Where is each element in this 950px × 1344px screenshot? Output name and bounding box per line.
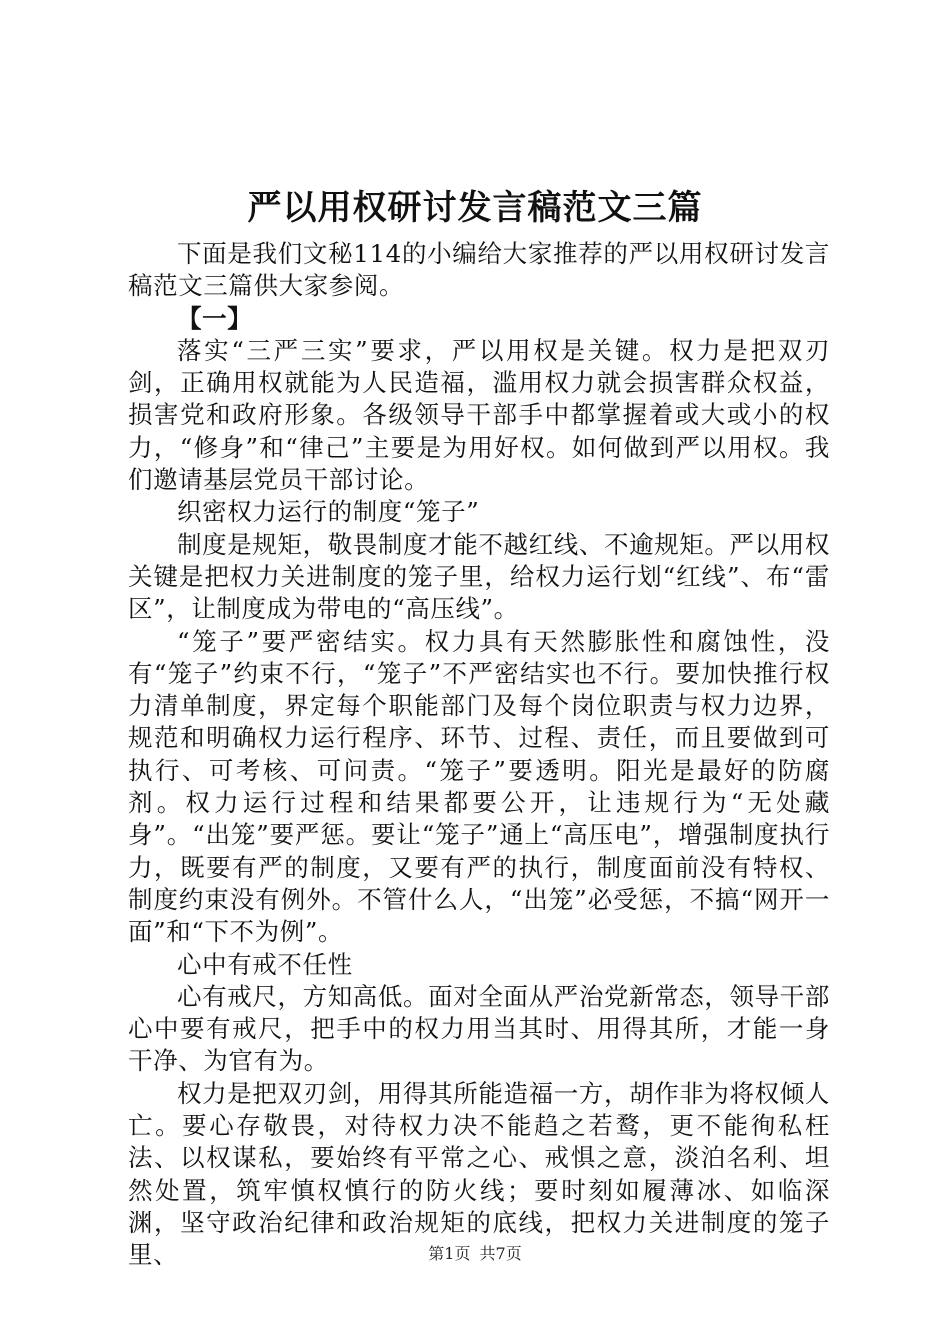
page-number: 第1页 bbox=[428, 1244, 471, 1263]
intro-paragraph: 下面是我们文秘114的小编给大家推荐的严以用权研讨发言稿范文三篇供大家参阅。 bbox=[128, 239, 830, 301]
document-title: 严以用权研讨发言稿范文三篇 bbox=[247, 188, 703, 228]
subheading: 心中有戒不任性 bbox=[177, 949, 353, 979]
document-body bbox=[128, 238, 830, 1272]
body-paragraph: 心有戒尺，方知高低。面对全面从严治党新常态，领导干部心中要有戒尺，把手中的权力用当其时、用得其所，才能一身干净、为官有为。 bbox=[128, 981, 830, 1076]
body-paragraph: “笼子”要严密结实。权力具有天然膨胀性和腐蚀性，没有“笼子”约束不行，“笼子”不严密结实也不行。要加快推行权力清单制度，界定每个职能部门及每个岗位职责与权力边界，规范和明确权力运行程序、环节、过程、责任，而且要做到可执行、可考核、可问责。“笼子”要透明。阳光是最好的防腐剂。权力运行过程和结果都要公开，让违规行为“无处藏身”。“出笼”要严惩。要让“笼子”通上“高压电”，增强制度执行力，既要有严的制度，又要有严的执行，制度面前没有特权、制度约束没有例外。不管什么人，“出笼”必受惩，不搞“网开一面”和“下不为例”。 bbox=[128, 626, 830, 947]
body-paragraph: 权力是把双刃剑，用得其所能造福一方，胡作非为将权倾人亡。要心存敬畏，对待权力决不能趋之若鹜，更不能徇私枉法、以权谋私，要始终有平常之心、戒惧之意，淡泊名利、坦然处置，筑牢慎权慎行的防火线；要时刻如履薄冰、如临深渊，坚守政治纪律和政治规矩的底线，把权力关进制度的笼子里、 bbox=[128, 1078, 830, 1270]
body-paragraph: 落实“三严三实”要求，严以用权是关键。权力是把双刃剑，正确用权就能为人民造福，滥用权力就会损害群众权益，损害党和政府形象。各级领导干部手中都掌握着或大或小的权力，“修身”和“律己”主要是为用好权。如何做到严以用权。我们邀请基层党员干部讨论。 bbox=[128, 335, 830, 495]
page-total: 共7页 bbox=[479, 1244, 522, 1263]
section-marker: 【一】 bbox=[177, 303, 253, 333]
page-footer bbox=[0, 1243, 950, 1265]
subheading: 织密权力运行的制度“笼子” bbox=[177, 497, 480, 527]
body-paragraph: 制度是规矩，敬畏制度才能不越红线、不逾规矩。严以用权关键是把权力关进制度的笼子里，给权力运行划“红线”、布“雷区”，让制度成为带电的“高压线”。 bbox=[128, 529, 830, 624]
